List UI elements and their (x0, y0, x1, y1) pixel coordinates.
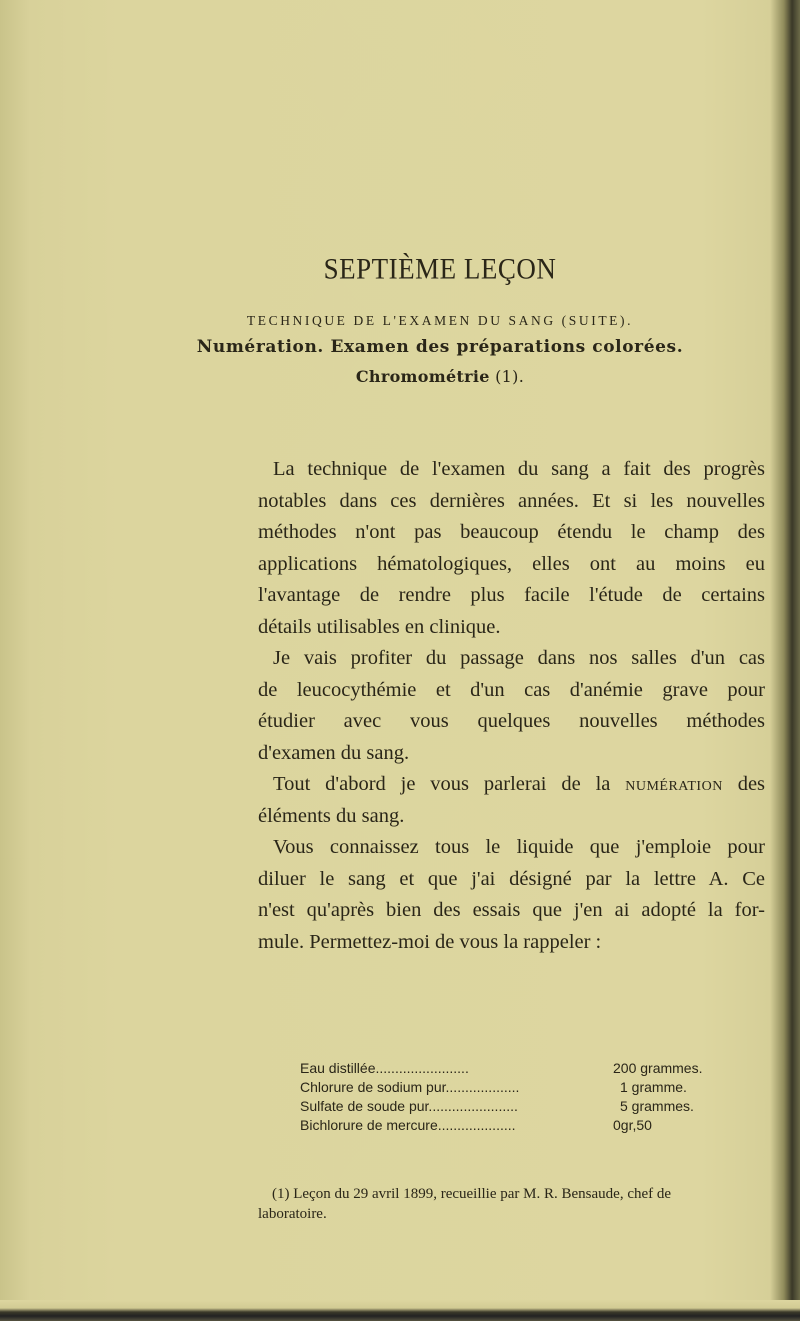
text-line: de leucocythémie et d'un cas d'anémie grave pour (258, 678, 765, 701)
ingredient-amount: 1 gramme. (620, 1079, 687, 1095)
text-line: l'avantage de rendre plus facile l'étude de certains (258, 584, 765, 606)
text-line: Je vais profiter du passage dans nos salles d'un cas (273, 647, 765, 669)
text-line: Vous connaissez tous le liquide que j'emploie pour (273, 836, 765, 858)
ingredient-name: Chlorure de sodium pur................... (300, 1079, 520, 1095)
ingredient-name: Eau distillée........................ (300, 1060, 469, 1076)
numeration-smallcaps: numération (625, 773, 723, 795)
chapter-subtitle: TECHNIQUE DE L'EXAMEN DU SANG (SUITE). (246, 313, 634, 328)
footnote (258, 1184, 778, 1224)
text-line: notables dans ces dernières années. Et si les nouvelles (258, 489, 765, 512)
formula-table (300, 1059, 720, 1135)
chapter-topics-2 (0, 367, 800, 386)
text-line: d'examen du sang. (258, 741, 410, 764)
text-line: éléments du sang. (258, 804, 405, 827)
text-line: La technique de l'examen du sang a fait des progrès (273, 458, 765, 480)
body-text (258, 454, 765, 958)
chapter-topics: Numération. Examen des préparations colorées. (196, 337, 684, 357)
formula-row (300, 1116, 720, 1135)
text-line: diluer le sang et que j'ai désigné par la lettre A. Ce (258, 867, 765, 890)
text-line: applications hématologiques, elles ont au moins eu (258, 552, 765, 575)
ingredient-amount: 5 grammes. (620, 1098, 694, 1114)
text-line: détails utilisables en clinique. (258, 615, 501, 638)
ingredient-amount: 0gr,50 (613, 1117, 652, 1133)
ingredient-amount: 200 grammes. (613, 1060, 703, 1076)
text-line: n'est qu'après bien des essais que j'en ai adopté la for- (258, 899, 765, 921)
footnote-line: (1) Leçon du 29 avril 1899, recueillie par M. R. Bensaude, chef de (272, 1186, 672, 1202)
ingredient-name: Bichlorure de mercure.................... (300, 1117, 516, 1133)
formula-row (300, 1059, 720, 1078)
text-part: Tout d'abord je vous parlerai de la (273, 773, 611, 795)
text-line (258, 769, 765, 801)
text-line: méthodes n'ont pas beaucoup étendu le champ des (258, 521, 765, 543)
page-bottom-edge (0, 1300, 800, 1321)
footnote-reference: (1). (495, 367, 525, 386)
text-part: des (737, 773, 766, 795)
formula-row (300, 1078, 720, 1097)
text-line: mule. Permettez-moi de vous la rappeler : (258, 930, 602, 953)
chromometrie-label: Chromométrie (355, 367, 490, 386)
chapter-title: SEPTIÈME LEÇON (323, 252, 557, 286)
text-line: étudier avec vous quelques nouvelles méthodes (258, 710, 765, 732)
footnote-line: laboratoire. (258, 1206, 327, 1222)
formula-row (300, 1097, 720, 1116)
ingredient-name: Sulfate de soude pur....................... (300, 1098, 518, 1114)
